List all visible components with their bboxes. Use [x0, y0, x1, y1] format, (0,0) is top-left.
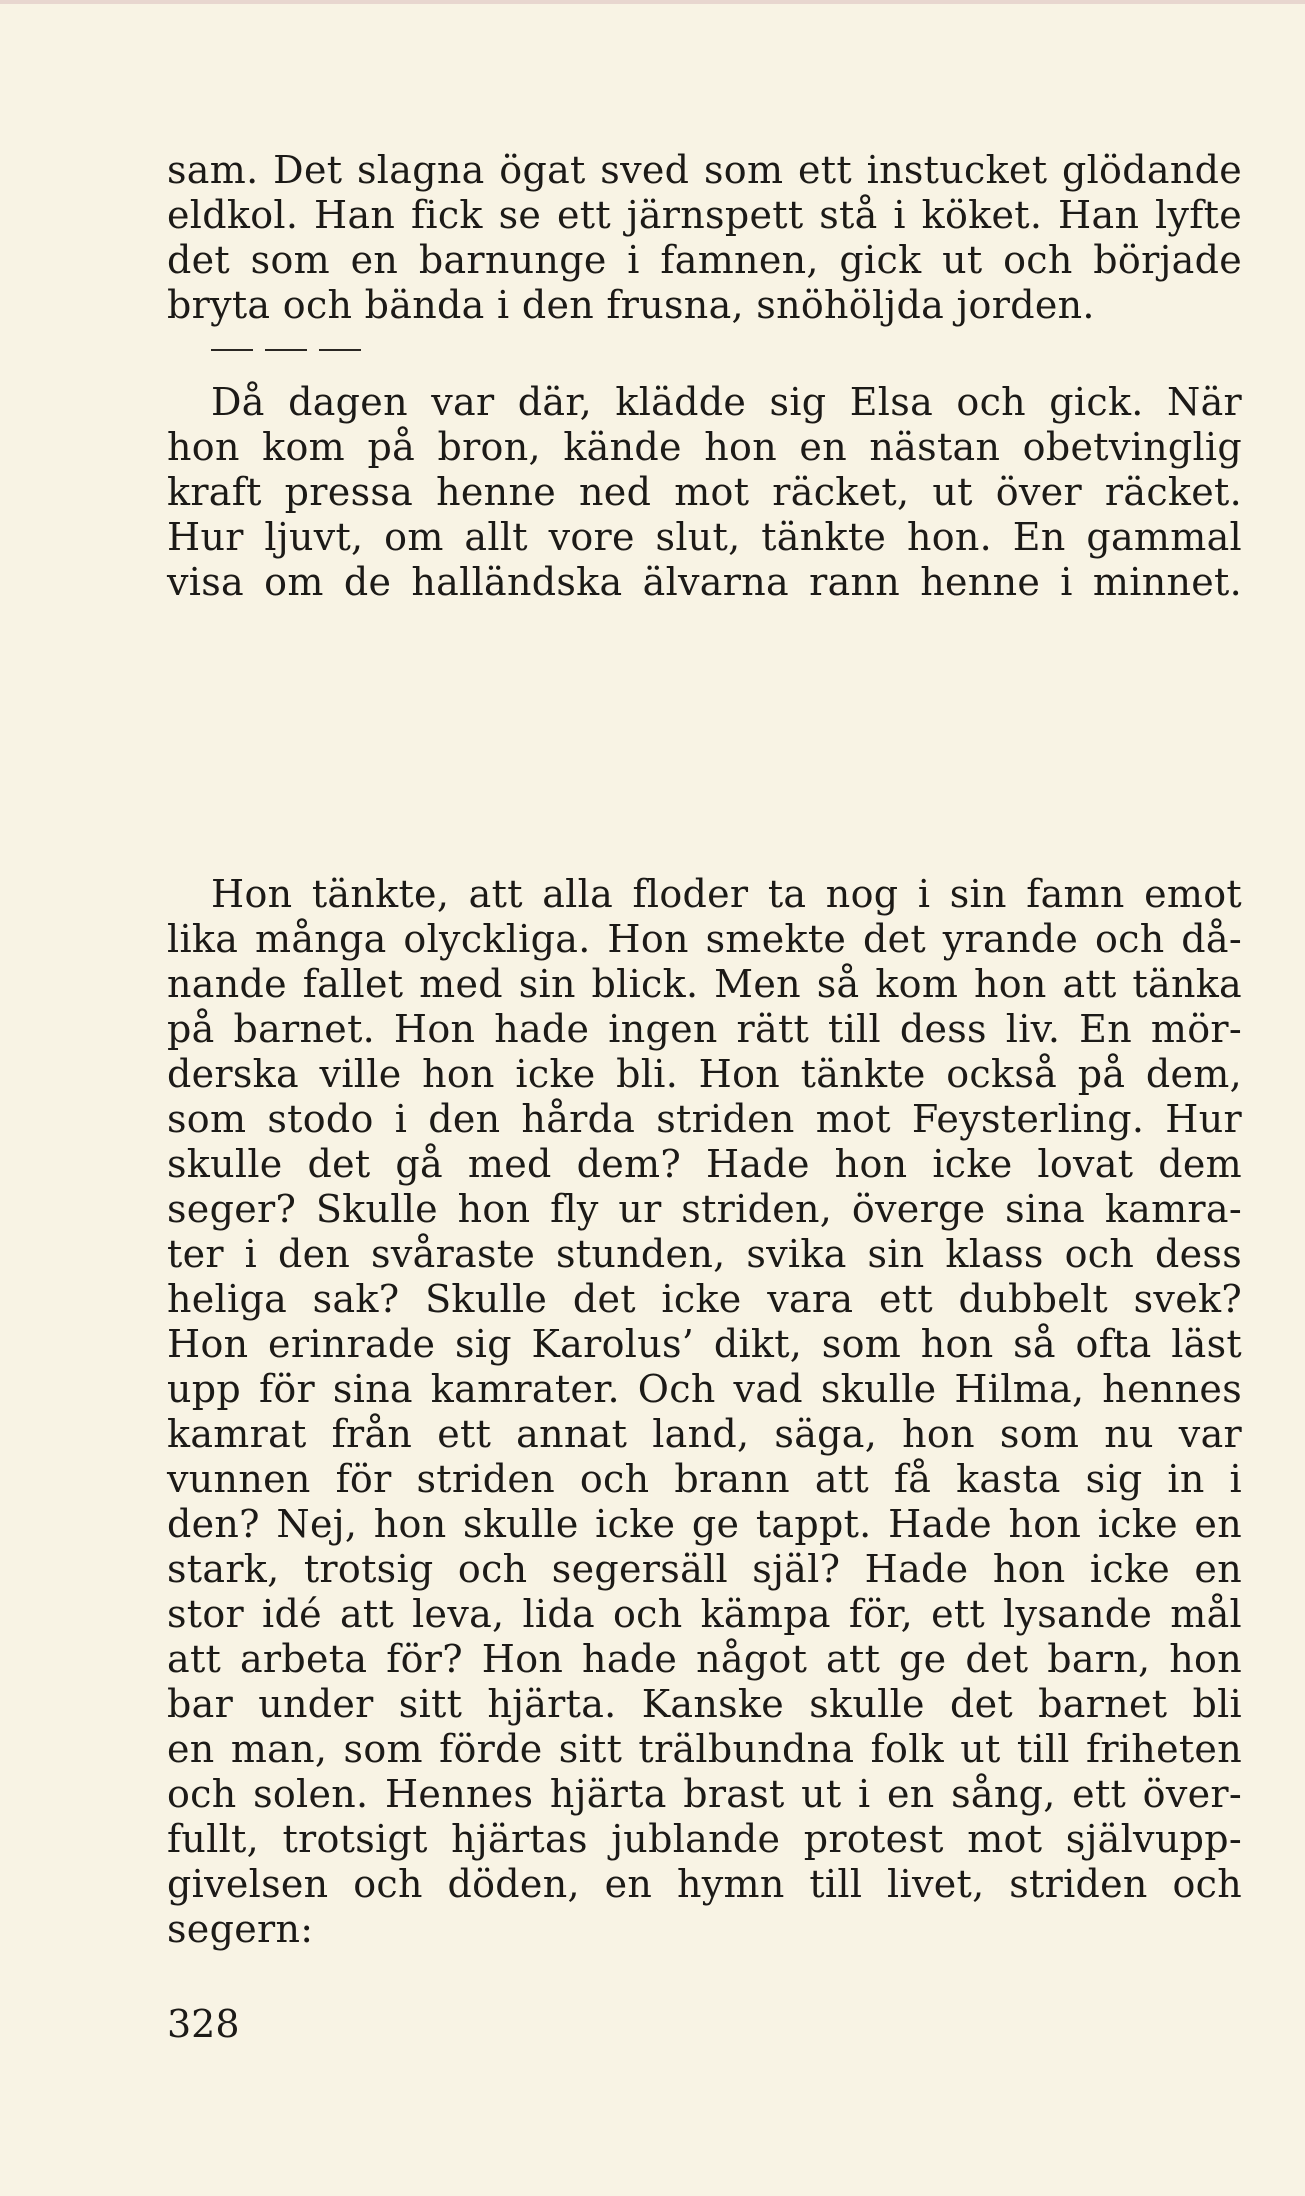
- text-line: den? Nej, hon skulle icke ge tappt. Hade hon icke en: [167, 1502, 1242, 1546]
- page-number: 328: [167, 2002, 240, 2046]
- text-line: Hur ljuvt, om allt vore slut, tänkte hon. En gammal: [167, 515, 1242, 559]
- text-line: kraft pressa henne ned mot räcket, ut över räcket.: [167, 470, 1242, 514]
- text-line: att arbeta för? Hon hade något att ge det barn, hon: [167, 1637, 1242, 1681]
- text-line: eldkol. Han fick se ett järnspett stå i köket. Han lyfte: [167, 193, 1242, 237]
- text-line: Hon erinrade sig Karolus’ dikt, som hon så ofta läst: [167, 1322, 1242, 1366]
- text-line: vunnen för striden och brann att få kasta sig in i: [167, 1457, 1242, 1501]
- text-line: stor idé att leva, lida och kämpa för, ett lysande mål: [167, 1592, 1242, 1636]
- text-line: hon kom på bron, kände hon en nästan obetvinglig: [167, 425, 1242, 469]
- dash: [211, 349, 253, 351]
- text-line: det som en barnunge i famnen, gick ut och började: [167, 238, 1242, 282]
- text-line: nande fallet med sin blick. Men så kom hon att tänka: [167, 962, 1242, 1006]
- text-line: heliga sak? Skulle det icke vara ett dubbelt svek?: [167, 1277, 1242, 1321]
- section-break: [211, 349, 362, 351]
- text-line: visa om de halländska älvarna rann henne i minnet.: [167, 560, 1242, 604]
- text-line: upp för sina kamrater. Och vad skulle Hilma, hennes: [167, 1367, 1242, 1411]
- text-line: segern:: [167, 1907, 314, 1951]
- text-line: bar under sitt hjärta. Kanske skulle det barnet bli: [167, 1682, 1242, 1726]
- text-line: derska ville hon icke bli. Hon tänkte också på dem,: [167, 1052, 1242, 1096]
- text-line: en man, som förde sitt trälbundna folk ut till friheten: [167, 1727, 1242, 1771]
- text-line: seger? Skulle hon fly ur striden, överge sina kamra-: [167, 1187, 1242, 1231]
- text-line: bryta och bända i den frusna, snöhöljda jorden.: [167, 283, 1095, 327]
- text-line: kamrat från ett annat land, säga, hon som nu var: [167, 1412, 1242, 1456]
- text-line: som stodo i den hårda striden mot Feysterling. Hur: [167, 1097, 1242, 1141]
- text-line: sam. Det slagna ögat sved som ett instucket glödande: [167, 148, 1242, 192]
- dash: [319, 349, 361, 351]
- text-line: Då dagen var där, klädde sig Elsa och gick. När: [211, 380, 1242, 424]
- text-line: fullt, trotsigt hjärtas jublande protest mot självupp-: [167, 1817, 1242, 1861]
- text-line: och solen. Hennes hjärta brast ut i en sång, ett över-: [167, 1772, 1242, 1816]
- text-line: ter i den svåraste stunden, svika sin klass och dess: [167, 1232, 1242, 1276]
- text-line: Hon tänkte, att alla floder ta nog i sin famn emot: [211, 872, 1242, 916]
- dash: [265, 349, 307, 351]
- text-line: på barnet. Hon hade ingen rätt till dess liv. En mör-: [167, 1007, 1242, 1051]
- text-line: skulle det gå med dem? Hade hon icke lovat dem: [167, 1142, 1242, 1186]
- text-line: givelsen och döden, en hymn till livet, striden och: [167, 1862, 1242, 1906]
- text-line: stark, trotsig och segersäll själ? Hade hon icke en: [167, 1547, 1242, 1591]
- text-line: lika många olyckliga. Hon smekte det yrande och då-: [167, 917, 1242, 961]
